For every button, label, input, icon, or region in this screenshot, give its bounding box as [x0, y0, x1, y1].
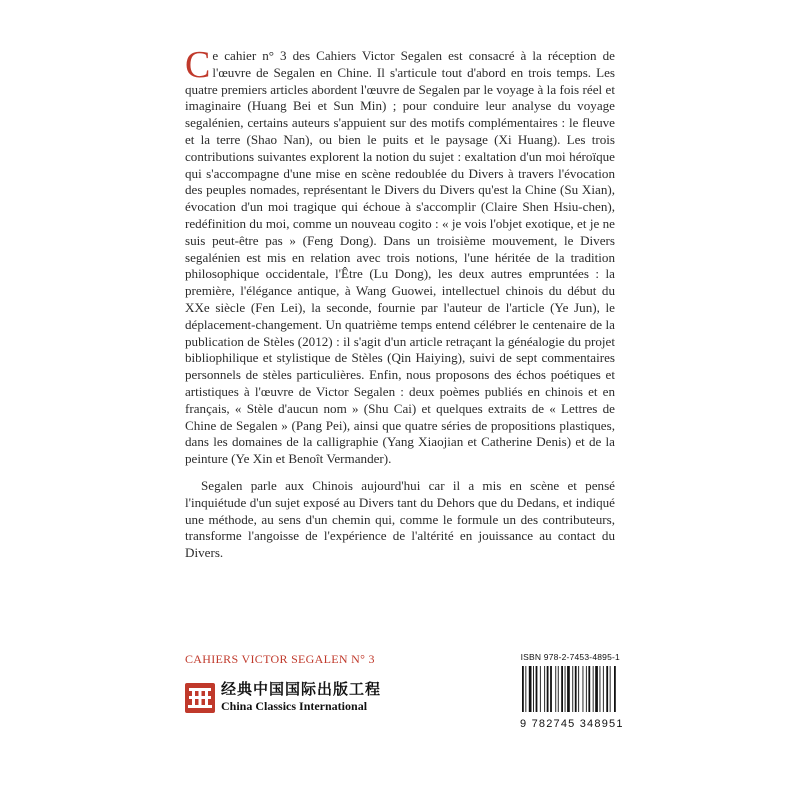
barcode-block — [520, 652, 624, 730]
ean-digits: 9 782745 348951 — [520, 718, 624, 730]
publisher-name-en: China Classics International — [221, 699, 368, 713]
china-classics-logo-icon — [185, 683, 215, 713]
blurb-paragraph-2: Segalen parle aux Chinois aujourd'hui car il a mis en scène et pensé l'inquiétude d'un sujet exposé au Divers tant du Dehors que du Dedans, et indiqué une méthode, au sens d'un chemin qui, comme le formule un des contributeurs, transforme l'angoisse de l'expérience de l'altérité en jouissance au contact du Divers. — [185, 477, 615, 561]
paragraph-1-text: e cahier n° 3 des Cahiers Victor Segalen est consacré à la réception de l'œuvre de Segalen en Chine. Il s'articule tout d'abord en trois temps. Les quatre premiers articles abordent l'œuvre de Segalen par le voyage à la fois réel et imaginaire (Huang Bei et Sun Min) ; pour conduire leur analyse du voyage segalénien, certains auteurs s'appuient sur des motifs complémentaires : le fleuve et la terre (Shao Nan), ou bien le puits et le paysage (Xi Huang). Les trois contributions suivantes explorent la notion du sujet : exaltation d'un moi héroïque qui s'accompagne d'une mise en scène redoublée du Divers à travers l'évocation des peuples nomades, représentant le Divers du Divers qu'est la Chine (Su Xian), évocation d'un moi tragique qui échoue à s'accomplir (Claire Shen Hsiu-chen), redéfinition du moi, comme un nouveau cogito : « je vois l'objet exotique, et je ne suis peut-être pas » (Feng Dong). Dans un troisième mouvement, le Divers segalénien est mis en relation avec trois notions, l'une héritée de la tradition philosophique occidentale, l'Être (Lu Dong), les deux autres empruntées : la première, l'élégance antique, à Wang Guowei, intellectuel chinois du début du XXe siècle (Fen Lei), la seconde, fournie par l'auteur de l'article (Ye Jun), le déplacement-changement. Un quatrième temps entend célébrer le centenaire de la publication de Stèles (2012) : il s'agit d'un article retraçant la généalogie du projet bibliophilique et stylistique de Stèles (Qin Haiying), suivi de sept commentaires personnels de stèles particulières. Enfin, nous proposons des échos poétiques et artistiques à l'œuvre de Victor Segalen : deux poèmes publiés en chinois et en français, « Stèle d'aucun nom » (Shu Cai) et quelques extraits de « Lettres de Chine de Segalen » (Pang Pei), ainsi que quatre séries de propositions plastiques, dans les domaines de la calligraphie (Yang Xiaojian et Catherine Denis) et de la peinture (Ye Xin et Benoît Vermander). — [185, 48, 615, 467]
blurb-paragraph-1 — [185, 44, 615, 468]
publisher-name — [221, 682, 381, 713]
publisher-block — [185, 682, 381, 713]
isbn-label: ISBN 978-2-7453-4895-1 — [520, 652, 620, 662]
blurb-text — [185, 44, 615, 562]
barcode-icon — [520, 666, 620, 712]
dropcap-letter: C — [185, 44, 211, 86]
publisher-name-cn: 经典中国国际出版工程 — [221, 682, 382, 698]
series-label: CAHIERS VICTOR SEGALEN N° 3 — [185, 652, 375, 666]
